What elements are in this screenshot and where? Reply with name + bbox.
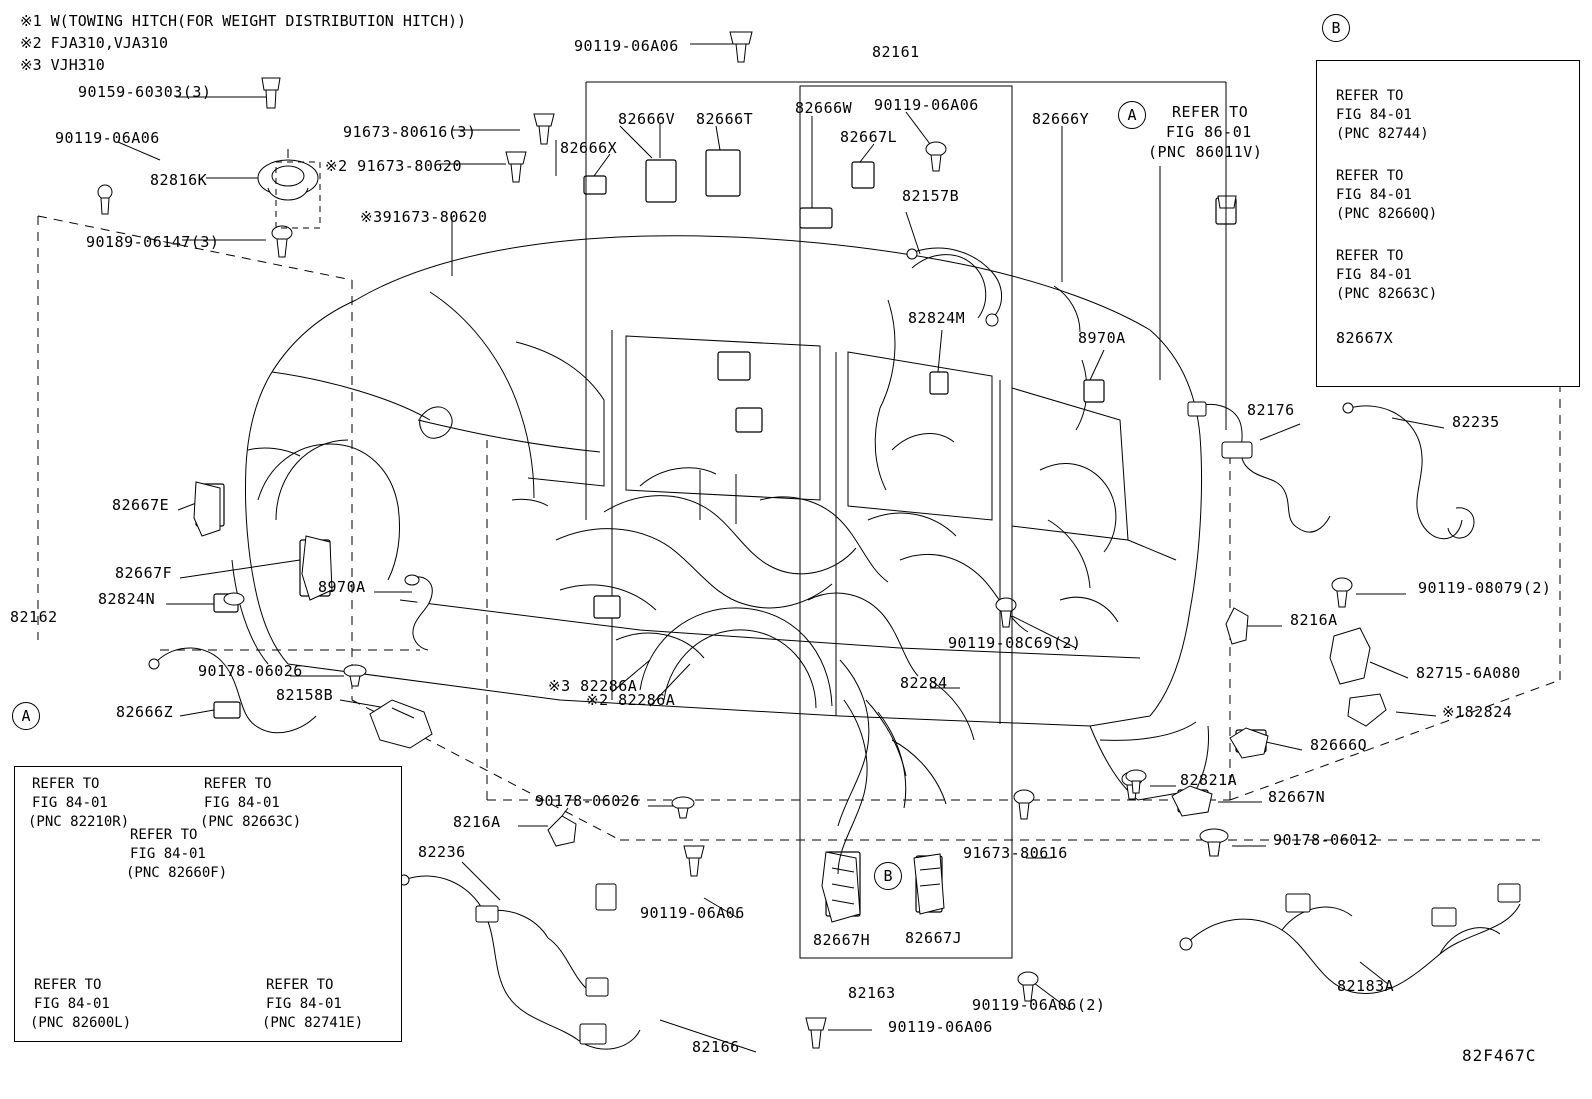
part-label: 82666Q <box>1310 736 1368 754</box>
ref-b-entry-1-line-2: FIG 84-01 <box>1336 107 1412 123</box>
part-label: 8216A <box>453 813 501 831</box>
part-label: 90178-06026 <box>198 662 303 680</box>
part-label: 82666T <box>696 110 754 128</box>
ref-b-entry-2-line-3: (PNC 82660Q) <box>1336 206 1438 222</box>
note-2: ※2 FJA310,VJA310 <box>20 34 169 52</box>
part-label: 82821A <box>1180 771 1238 789</box>
part-label: ※391673-80620 <box>360 208 488 226</box>
ref-b-entry-3-line-2: FIG 84-01 <box>1336 267 1412 283</box>
part-label: 90178-06012 <box>1273 831 1378 849</box>
ref-a-entry-2-line-1: REFER TO <box>204 776 272 792</box>
part-label: 82667N <box>1268 788 1326 806</box>
part-label: ※3 82286A <box>548 677 638 695</box>
ref-b-entry-2-line-2: FIG 84-01 <box>1336 187 1412 203</box>
note-1: ※1 W(TOWING HITCH(FOR WEIGHT DISTRIBUTION HITCH)) <box>20 12 467 30</box>
part-label: 90159-60303(3) <box>78 83 212 101</box>
reference-label: REFER TO <box>1172 103 1249 121</box>
reference-label: (PNC 86011V) <box>1148 143 1263 161</box>
ref-b-entry-2-line-1: REFER TO <box>1336 168 1404 184</box>
part-label: 8216A <box>1290 611 1338 629</box>
callout-a-top: A <box>1118 101 1146 129</box>
part-label: 90119-08079(2) <box>1418 579 1552 597</box>
ref-a-entry-1-line-1: REFER TO <box>32 776 100 792</box>
part-label: 90119-06A06(2) <box>972 996 1106 1014</box>
ref-a-entry-3-line-3: (PNC 82660F) <box>126 865 228 881</box>
ref-a-entry-4-line-3: (PNC 82600L) <box>30 1015 132 1031</box>
ref-a-entry-3-line-2: FIG 84-01 <box>130 846 206 862</box>
ref-b-entry-1-line-1: REFER TO <box>1336 88 1404 104</box>
part-label: 90119-06A06 <box>640 904 745 922</box>
part-label: 82824N <box>98 590 156 608</box>
part-label: ※182824 <box>1442 703 1513 721</box>
callout-b-top: B <box>1322 14 1350 42</box>
part-label: 82158B <box>276 686 334 704</box>
part-label: 90178-06026 <box>535 792 640 810</box>
part-label: 91673-80616(3) <box>343 123 477 141</box>
part-label: 82816K <box>150 171 208 189</box>
part-label: 90119-06A06 <box>888 1018 993 1036</box>
figure-code: 82F467C <box>1462 1046 1537 1065</box>
part-label: 82715-6A080 <box>1416 664 1521 682</box>
part-label: 82166 <box>692 1038 740 1056</box>
ref-b-entry-3-line-1: REFER TO <box>1336 248 1404 264</box>
part-label: 91673-80616 <box>963 844 1068 862</box>
part-label: 8970A <box>318 578 366 596</box>
part-label: 82666Z <box>116 703 174 721</box>
callout-a-bottom: A <box>12 702 40 730</box>
ref-a-entry-4-line-2: FIG 84-01 <box>34 996 110 1012</box>
part-label: 8970A <box>1078 329 1126 347</box>
part-label: 82183A <box>1337 977 1395 995</box>
part-label: 82667F <box>115 564 173 582</box>
part-label: 90189-06147(3) <box>86 233 220 251</box>
part-label: 90119-08C69(2) <box>948 634 1082 652</box>
part-label: 82667E <box>112 496 170 514</box>
part-label: 90119-06A06 <box>574 37 679 55</box>
part-label: 82666Y <box>1032 110 1090 128</box>
note-3: ※3 VJH310 <box>20 56 105 74</box>
ref-a-entry-5-line-2: FIG 84-01 <box>266 996 342 1012</box>
part-label: 82236 <box>418 843 466 861</box>
ref-a-entry-2-line-2: FIG 84-01 <box>204 795 280 811</box>
part-label: 82161 <box>872 43 920 61</box>
part-label: ※2 82286A <box>586 691 676 709</box>
ref-b-entry-3-line-3: (PNC 82663C) <box>1336 286 1438 302</box>
part-label: 82284 <box>900 674 948 692</box>
part-label: 82667J <box>905 929 963 947</box>
ref-a-entry-2-line-3: (PNC 82663C) <box>200 814 302 830</box>
part-label: 82235 <box>1452 413 1500 431</box>
ref-b-entry-1-line-3: (PNC 82744) <box>1336 126 1429 142</box>
reference-label: FIG 86-01 <box>1166 123 1252 141</box>
part-label: 82666X <box>560 139 618 157</box>
part-label: 82157B <box>902 187 960 205</box>
ref-a-entry-4-line-1: REFER TO <box>34 977 102 993</box>
part-label: 82163 <box>848 984 896 1002</box>
ref-a-entry-1-line-3: (PNC 82210R) <box>28 814 130 830</box>
part-label: 82666V <box>618 110 676 128</box>
part-label: 82162 <box>10 608 58 626</box>
part-label: 82667L <box>840 128 898 146</box>
callout-b-bottom: B <box>874 862 902 890</box>
part-label: 82176 <box>1247 401 1295 419</box>
part-label: 82667X <box>1336 329 1394 347</box>
part-label: 90119-06A06 <box>55 129 160 147</box>
part-label: 82824M <box>908 309 966 327</box>
ref-a-entry-5-line-3: (PNC 82741E) <box>262 1015 364 1031</box>
ref-a-entry-3-line-1: REFER TO <box>130 827 198 843</box>
part-label: 90119-06A06 <box>874 96 979 114</box>
ref-a-entry-5-line-1: REFER TO <box>266 977 334 993</box>
part-label: 82667H <box>813 931 871 949</box>
ref-a-entry-1-line-2: FIG 84-01 <box>32 795 108 811</box>
part-label: 82666W <box>795 99 853 117</box>
part-label: ※2 91673-80620 <box>325 157 462 175</box>
